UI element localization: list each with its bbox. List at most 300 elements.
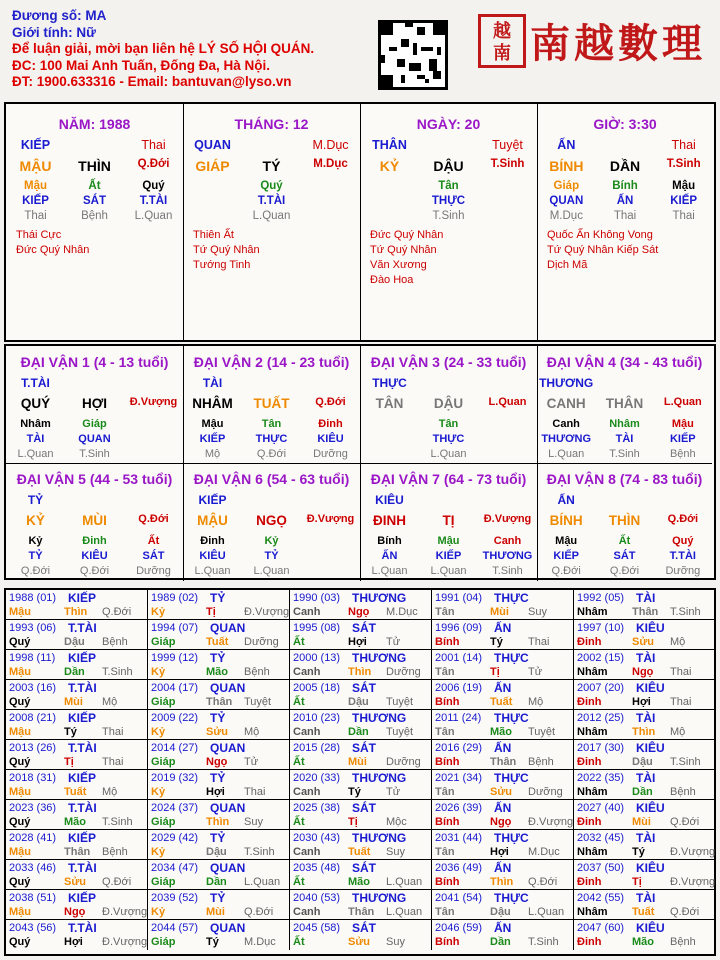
year-branch: Thìn [632, 726, 656, 738]
hidden-a: KIẾP [22, 195, 49, 207]
year-god: TỶ [210, 651, 226, 665]
pillar-top-row [537, 138, 713, 152]
dv-god: THƯƠNG [539, 376, 594, 390]
dv-hidden: QUAN [78, 433, 111, 445]
hidden-a [360, 180, 419, 192]
year-label: 1989 (02) [151, 592, 199, 604]
dv-hidden: Kỷ [28, 535, 43, 547]
dv-hidden: L.Quan [430, 448, 467, 460]
year-label: 1998 (11) [9, 652, 56, 664]
dv-hidden: KIÊU [317, 433, 344, 445]
dv-hidden: Kỷ [264, 535, 279, 547]
year-phase: L.Quan [386, 876, 423, 888]
year-label: 1992 (05) [577, 592, 625, 604]
year-cell [290, 620, 432, 650]
dv-god: KIÊU [375, 493, 404, 507]
year-god: KIÊU [636, 861, 665, 875]
year-cell [574, 800, 714, 830]
dv-stem: TÂN [375, 396, 404, 411]
dv-god: TỶ [27, 493, 44, 507]
year-branch: Ngọ [348, 606, 370, 618]
hidden-stem-row [183, 210, 360, 222]
spacer [654, 376, 712, 390]
star-list [16, 228, 89, 258]
year-branch: Tị [64, 756, 74, 768]
year-phase: Tuyệt [386, 696, 414, 708]
hidden-stem-row [6, 195, 183, 207]
year-cell [148, 710, 290, 740]
year-god: THỰC [494, 591, 529, 605]
hidden-b: SÁT [83, 195, 106, 207]
dv-god: TÀI [202, 376, 223, 390]
year-branch: Sửu [206, 726, 229, 738]
year-branch: Hợi [348, 636, 367, 648]
year-phase: T.Sinh [528, 936, 559, 948]
year-phase: Thai [670, 666, 692, 678]
dv-hidden [478, 448, 537, 460]
dv-hidden-row [183, 433, 360, 445]
year-label: 2009 (22) [151, 712, 199, 724]
dv-top-row [183, 376, 360, 390]
dv-hidden: SÁT [142, 550, 165, 562]
hidden-a: Thai [24, 210, 47, 222]
dv-hidden: Canh [493, 535, 522, 547]
dv-hidden-row [183, 565, 360, 577]
top-left-god: QUAN [194, 138, 231, 152]
dv-hidden: Dưỡng [136, 565, 171, 577]
year-branch: Mùi [64, 696, 83, 708]
year-stem: Ất [293, 756, 305, 768]
year-label: 2040 (53) [293, 892, 341, 904]
year-stem: Đinh [577, 696, 602, 708]
year-label: 1997 (10) [577, 622, 625, 634]
year-phase: Mộ [670, 726, 686, 738]
qr-module [425, 79, 429, 83]
year-stem: Bính [435, 876, 460, 888]
star-list [370, 228, 443, 288]
year-stem: Bính [435, 816, 460, 828]
year-cell [574, 650, 714, 680]
year-cell [574, 710, 714, 740]
dv-hidden: T.TÀI [669, 550, 696, 562]
dai-van-title: ĐẠI VẬN 6 (54 - 63 tuổi) [193, 471, 350, 487]
year-god: T.TÀI [68, 681, 97, 695]
spacer [595, 376, 653, 390]
pillar-top-row [183, 138, 360, 152]
year-label: 2037 (50) [577, 862, 625, 874]
year-cell [574, 590, 714, 620]
dv-stem: QUÝ [20, 396, 51, 411]
year-branch: Dậu [206, 846, 227, 858]
year-phase: Tử [528, 666, 543, 678]
year-branch: Tuất [632, 906, 655, 918]
dv-hidden: Mậu [437, 535, 460, 547]
dv-hidden-row [537, 418, 712, 430]
year-branch: Mão [348, 876, 370, 888]
dv-god: T.TÀI [21, 376, 50, 390]
dv-hidden-row [6, 565, 183, 577]
year-branch: Mùi [348, 756, 367, 768]
year-label: 2031 (44) [435, 832, 483, 844]
year-cell [574, 890, 714, 920]
year-cell [148, 680, 290, 710]
year-phase: Suy [386, 846, 405, 858]
dv-hidden: Mậu [555, 535, 578, 547]
dv-stem: KỶ [26, 513, 45, 528]
pillar-cell [360, 104, 538, 340]
year-branch: Mão [206, 666, 228, 678]
dai-van-cell [360, 463, 538, 581]
pillar-stem-branch-row [6, 158, 183, 174]
top-left-god: ẤN [557, 138, 576, 152]
year-god: THỰC [494, 771, 529, 785]
hidden-b: Bệnh [81, 210, 108, 222]
dv-hidden-row [360, 565, 537, 577]
star-item: Thái Cực [16, 229, 62, 241]
year-label: 2038 (51) [9, 892, 57, 904]
year-god: SÁT [352, 681, 376, 695]
year-branch: Tý [64, 726, 77, 738]
spacer [419, 493, 478, 507]
year-cell [574, 620, 714, 650]
dv-hidden: SÁT [613, 550, 636, 562]
year-god: ẤN [494, 621, 512, 635]
year-god: TÀI [636, 771, 656, 785]
dai-van-cell [6, 463, 184, 581]
year-phase: Dưỡng [528, 786, 563, 798]
year-cell [290, 890, 432, 920]
year-god: THỰC [494, 831, 529, 845]
year-label: 2000 (13) [293, 652, 341, 664]
gender-line [12, 25, 314, 42]
dv-hidden: KIẾP [553, 550, 579, 562]
year-cell [290, 740, 432, 770]
dv-hidden-row [360, 550, 537, 562]
year-branch: Tị [490, 666, 500, 678]
hidden-b: T.TÀI [257, 195, 286, 207]
year-phase: M.Dục [528, 846, 560, 858]
dv-hidden-row [6, 448, 183, 460]
year-god: KIẾP [68, 891, 97, 905]
year-cell [432, 800, 574, 830]
dv-hidden-row [6, 433, 183, 445]
year-stem: Đinh [577, 756, 602, 768]
dv-phase: L.Quan [488, 396, 527, 408]
year-phase: Mộ [528, 696, 544, 708]
dv-branch: MÙI [82, 513, 107, 528]
gender-label: Giới tính: [12, 24, 73, 40]
spacer [124, 493, 183, 507]
year-label: 2008 (21) [9, 712, 57, 724]
seal-logo: 越 南 [478, 14, 526, 68]
year-label: 1988 (01) [9, 592, 57, 604]
year-phase: Tuyệt [528, 726, 556, 738]
dv-hidden-row [537, 448, 712, 460]
year-cell [432, 650, 574, 680]
year-god: THƯƠNG [352, 711, 407, 725]
qr-module [429, 59, 437, 71]
year-stem: Đinh [577, 636, 602, 648]
year-branch: Dần [348, 726, 369, 738]
dv-phase: L.Quan [663, 396, 702, 408]
year-stem: Ất [293, 696, 305, 708]
dv-hidden: Đinh [200, 535, 225, 547]
dv-hidden-row [360, 418, 537, 430]
year-stem: Ất [293, 936, 305, 948]
year-label: 2002 (15) [577, 652, 625, 664]
year-cell [6, 620, 148, 650]
year-cell [6, 740, 148, 770]
dv-branch: TỊ [442, 513, 455, 528]
spacer [301, 376, 360, 390]
qr-module [417, 27, 425, 35]
top-right-phase: Thai [671, 138, 696, 152]
dv-hidden-row [6, 535, 183, 547]
dv-top-row [360, 376, 537, 390]
dv-hidden: KIẾP [669, 433, 696, 445]
dv-phase: Đ.Vượng [129, 396, 178, 408]
year-phase: L.Quan [386, 906, 423, 918]
contact-line: Để luận giải, mời bạn liên hệ LÝ SỐ HỘI QUÁN. [12, 41, 315, 56]
qr-module [381, 55, 385, 63]
year-stem: Giáp [151, 756, 176, 768]
year-cell [574, 830, 714, 860]
dv-stem: MẬU [197, 513, 228, 528]
top-left-god: KIẾP [20, 138, 51, 152]
dv-hidden: Nhâm [20, 418, 51, 430]
year-stem: Canh [293, 906, 321, 918]
year-label: 1999 (12) [151, 652, 199, 664]
hidden-b: ẤN [616, 195, 634, 207]
year-label: 2007 (20) [577, 682, 625, 694]
spacer [242, 138, 301, 152]
dv-hidden: Ất [618, 535, 631, 547]
pillar-stem-branch-row [360, 158, 537, 174]
dv-hidden: TỶ [28, 550, 43, 562]
year-branch: Dậu [490, 906, 511, 918]
pillar-stem-branch-row [183, 158, 360, 174]
dv-hidden-row [537, 550, 712, 562]
year-branch: Dần [64, 666, 85, 678]
year-cell [148, 620, 290, 650]
year-cell [148, 830, 290, 860]
hidden-a [183, 210, 242, 222]
dv-phase: Q.Đới [315, 396, 346, 408]
year-cell [432, 770, 574, 800]
year-stem: Mậu [9, 666, 31, 678]
year-stem: Giáp [151, 876, 176, 888]
dv-branch: THÂN [605, 396, 644, 411]
year-god: TỶ [210, 831, 226, 845]
year-stem: Quý [9, 756, 31, 768]
pillar-stem-branch-row [537, 158, 713, 174]
spacer [242, 376, 301, 390]
dv-branch: HỢI [81, 396, 108, 411]
hidden-b: Quý [260, 180, 283, 192]
year-branch: Tị [632, 876, 642, 888]
year-god: KIÊU [636, 801, 665, 815]
dv-top-row [6, 493, 183, 507]
dv-hidden: ẤN [381, 550, 398, 562]
spacer [596, 138, 655, 152]
earthly-branch: THÌN [78, 158, 111, 174]
year-stem: Quý [9, 636, 31, 648]
year-stem: Tân [435, 726, 455, 738]
year-cell [6, 710, 148, 740]
year-god: T.TÀI [68, 861, 97, 875]
dv-hidden [360, 418, 419, 430]
year-branch: Thân [490, 756, 517, 768]
year-branch: Dậu [64, 636, 85, 648]
year-phase: Bệnh [670, 936, 696, 948]
dv-hidden: Tân [438, 418, 459, 430]
year-stem: Tân [435, 786, 455, 798]
year-god: ẤN [494, 741, 512, 755]
year-stem: Nhâm [577, 846, 608, 858]
dv-hidden: L.Quan [371, 565, 408, 577]
star-list [193, 228, 260, 273]
year-branch: Thân [348, 906, 375, 918]
hidden-stem-row [6, 180, 183, 192]
hidden-c [478, 195, 537, 207]
year-branch: Ngọ [64, 906, 86, 918]
dv-hidden: Q.Đới [256, 448, 287, 460]
year-cell [290, 770, 432, 800]
dv-top-row [6, 376, 183, 390]
year-cell [148, 770, 290, 800]
year-god: TỶ [210, 591, 226, 605]
dv-hidden: Dưỡng [313, 448, 348, 460]
hidden-a: QUAN [549, 195, 584, 207]
top-right-phase: Thai [141, 138, 166, 152]
dv-hidden [124, 418, 183, 430]
year-phase: Tuyệt [386, 726, 414, 738]
heavenly-stem: GIÁP [195, 158, 230, 174]
dv-god: KIẾP [198, 493, 227, 507]
year-stem: Nhâm [577, 666, 608, 678]
year-god: THƯƠNG [352, 591, 407, 605]
spacer [478, 376, 537, 390]
hidden-stem-row [183, 195, 360, 207]
hidden-c: Thai [672, 210, 695, 222]
year-label: 2027 (40) [577, 802, 625, 814]
year-branch: Tuất [64, 786, 87, 798]
top-left-god: THÂN [372, 138, 407, 152]
dv-hidden: KIÊU [199, 550, 226, 562]
dv-top-row [537, 493, 712, 507]
year-stem: Kỷ [151, 846, 166, 858]
year-branch: Thân [632, 606, 659, 618]
year-branch: Mùi [206, 906, 225, 918]
year-phase: M.Dục [386, 606, 418, 618]
year-phase: T.Sinh [102, 666, 133, 678]
year-god: THỰC [494, 651, 529, 665]
year-label: 2006 (19) [435, 682, 483, 694]
qr-module [405, 23, 413, 27]
year-god: T.TÀI [68, 621, 97, 635]
year-god: T.TÀI [68, 741, 97, 755]
year-stem: Tân [435, 846, 455, 858]
dv-hidden: T.Sinh [492, 565, 523, 577]
year-stem: Bính [435, 936, 460, 948]
year-stem: Kỷ [151, 606, 166, 618]
year-branch: Thân [64, 846, 91, 858]
dv-branch: DẬU [433, 396, 464, 411]
year-branch: Thìn [490, 876, 514, 888]
heavenly-stem: BÍNH [549, 158, 584, 174]
year-phase: Thai [102, 756, 124, 768]
dv-hidden [360, 433, 419, 445]
year-label: 2014 (27) [151, 742, 199, 754]
year-label: 2017 (30) [577, 742, 625, 754]
dai-van-title: ĐẠI VẬN 8 (74 - 83 tuổi) [546, 471, 703, 487]
year-cell [6, 680, 148, 710]
hidden-b: Ất [88, 180, 101, 192]
star-item: Thiên Ất [193, 229, 234, 241]
hidden-stem-row [360, 195, 537, 207]
dai-van-cell [6, 346, 184, 464]
year-stem: Tân [435, 906, 455, 918]
year-label: 2023 (36) [9, 802, 57, 814]
year-cell [574, 740, 714, 770]
year-stem: Kỷ [151, 906, 166, 918]
pillar-cell [183, 104, 361, 340]
year-phase: Bệnh [102, 846, 128, 858]
spacer [478, 493, 537, 507]
year-stem: Ất [293, 636, 305, 648]
hidden-a: M.Dục [549, 210, 583, 222]
year-god: KIẾP [68, 831, 97, 845]
year-god: KIÊU [636, 621, 665, 635]
hidden-stem-row [183, 180, 360, 192]
hidden-a: Giáp [553, 180, 580, 192]
year-label: 1995 (08) [293, 622, 341, 634]
year-cell [432, 890, 574, 920]
year-stem: Giáp [151, 936, 176, 948]
year-god: THƯƠNG [352, 771, 407, 785]
year-stem: Mậu [9, 606, 31, 618]
spacer [595, 493, 653, 507]
year-label: 1990 (03) [293, 592, 341, 604]
year-god: TÀI [636, 651, 656, 665]
dv-stem: BÍNH [549, 513, 583, 528]
year-stem: Đinh [577, 936, 602, 948]
year-god: ẤN [494, 681, 512, 695]
dv-branch: NGỌ [256, 513, 287, 528]
dv-phase: Đ.Vượng [483, 513, 532, 525]
year-cell [148, 650, 290, 680]
year-stem: Kỷ [151, 786, 166, 798]
year-branch: Mùi [632, 816, 651, 828]
dv-hidden-row [537, 535, 712, 547]
dv-hidden-row [6, 550, 183, 562]
yearly-luck-grid [4, 588, 716, 956]
dv-hidden: Bệnh [669, 448, 696, 460]
dv-hidden [124, 448, 183, 460]
hidden-c [478, 180, 537, 192]
dv-hidden [124, 433, 183, 445]
year-label: 2036 (49) [435, 862, 483, 874]
year-branch: Ngọ [490, 816, 512, 828]
branch-phase: T.Sinh [490, 158, 525, 170]
year-phase: Đ.Vượng [102, 936, 148, 948]
year-stem: Tân [435, 666, 455, 678]
year-god: SÁT [352, 861, 376, 875]
year-god: ẤN [494, 921, 512, 935]
year-god: QUAN [210, 801, 246, 815]
year-god: T.TÀI [68, 801, 97, 815]
year-cell [148, 800, 290, 830]
